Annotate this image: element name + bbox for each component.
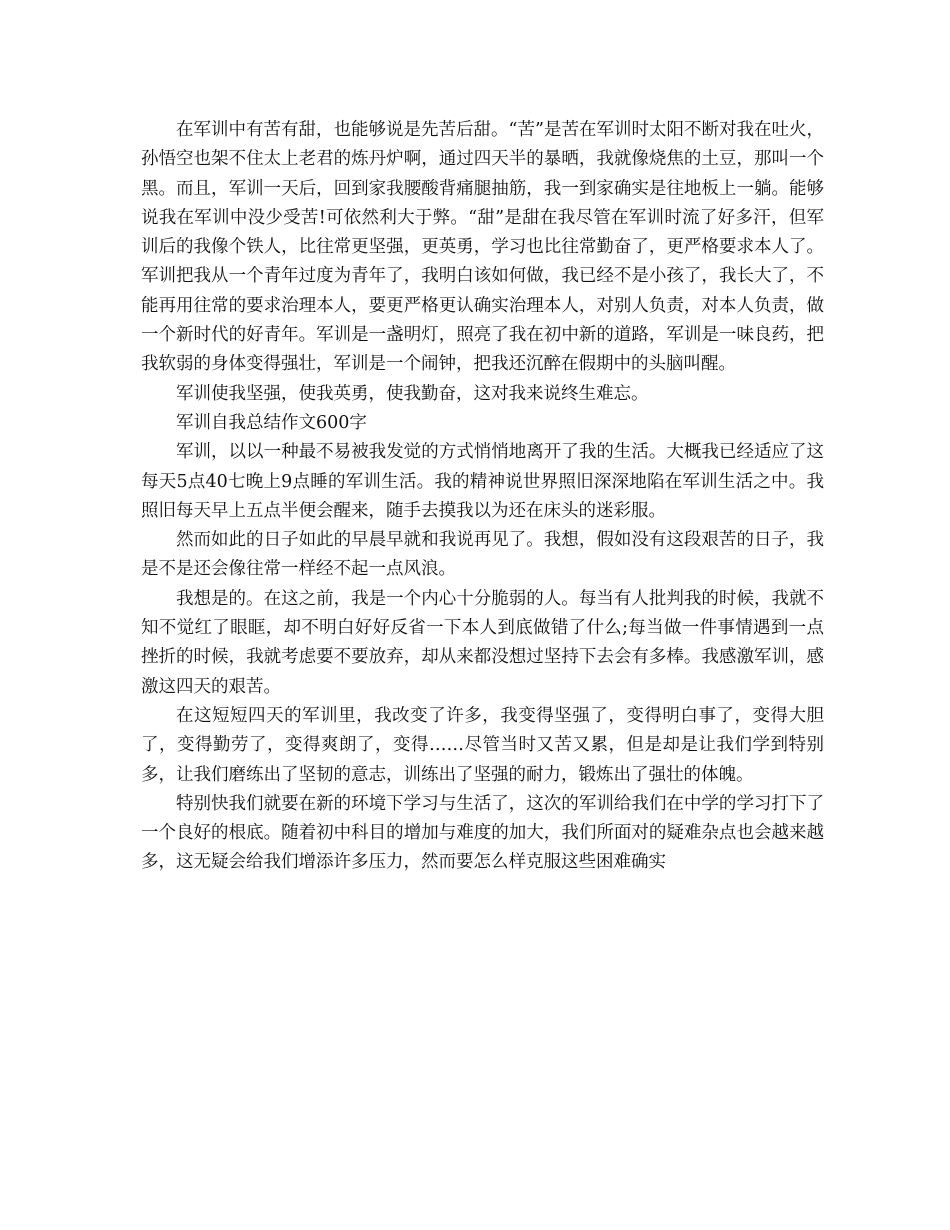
paragraph: 我想是的。在这之前，我是一个内心十分脆弱的人。每当有人批判我的时候，我就不知不觉红了眼眶，却不明白好好反省一下本人到底做错了什么;每当做一件事情遇到一点挫折的时候，我就考虑要不要放弃，却从来都没想过坚持下去会有多棒。我感激军训，感激这四天的艰苦。: [141, 588, 824, 697]
paragraph: 然而如此的日子如此的早晨早就和我说再见了。我想，假如没有这段艰苦的日子，我是不是还会像往常一样经不起一点风浪。: [141, 530, 824, 580]
paragraph: 军训，以以一种最不易被我发觉的方式悄悄地离开了我的生活。大概我已经适应了这每天5点40七晚上9点睡的军训生活。我的精神说世界照旧深深地陷在军训生活之中。我照旧每天早上五点半便会醒来，随手去摸我以为还在床头的迷彩服。: [141, 442, 824, 521]
paragraph: 在这短短四天的军训里，我改变了许多，我变得坚强了，变得明白事了，变得大胆了，变得勤劳了，变得爽朗了，变得……尽管当时又苦又累，但是却是让我们学到特别多，让我们磨练出了坚韧的意志，训练出了坚强的耐力，锻炼出了强壮的体魄。: [141, 705, 824, 785]
paragraph: 军训使我坚强，使我英勇，使我勤奋，这对我来说终生难忘。: [176, 383, 649, 404]
document-body: [141, 116, 824, 878]
paragraph: 在军训中有苦有甜，也能够说是先苦后甜。“苦”是苦在军训时太阳不断对我在吐火，孙悟空也架不住太上老君的炼丹炉啊，通过四天半的暴晒，我就像烧焦的土豆，那叫一个黑。而且，军训一天后，回到家我腰酸背痛腿抽筋，我一到家确实是往地板上一躺。能够说我在军训中没少受苦!可依然利大于弊。“甜”是甜在我尽管在军训时流了好多汗，但军训后的我像个铁人，比往常更坚强，更英勇，学习也比往常勤奋了，更严格要求本人了。军训把我从一个青年过度为青年了，我明白该如何做，我已经不是小孩了，我长大了，不能再用往常的要求治理本人，要更严格更认确实治理本人，对别人负责，对本人负责，做一个新时代的好青年。军训是一盏明灯，照亮了我在初中新的道路，军训是一味良药，把我软弱的身体变得强壮，军训是一个闹钟，把我还沉醉在假期中的头脑叫醒。: [141, 120, 824, 375]
section-heading: 军训自我总结作文600字: [176, 412, 367, 433]
paragraph: 特别快我们就要在新的环境下学习与生活了，这次的军训给我们在中学的学习打下了一个良好的根底。随着初中科目的增加与难度的加大，我们所面对的疑难杂点也会越来越多，这无疑会给我们增添许多压力，然而要怎么样克服这些困难确实: [141, 793, 824, 873]
